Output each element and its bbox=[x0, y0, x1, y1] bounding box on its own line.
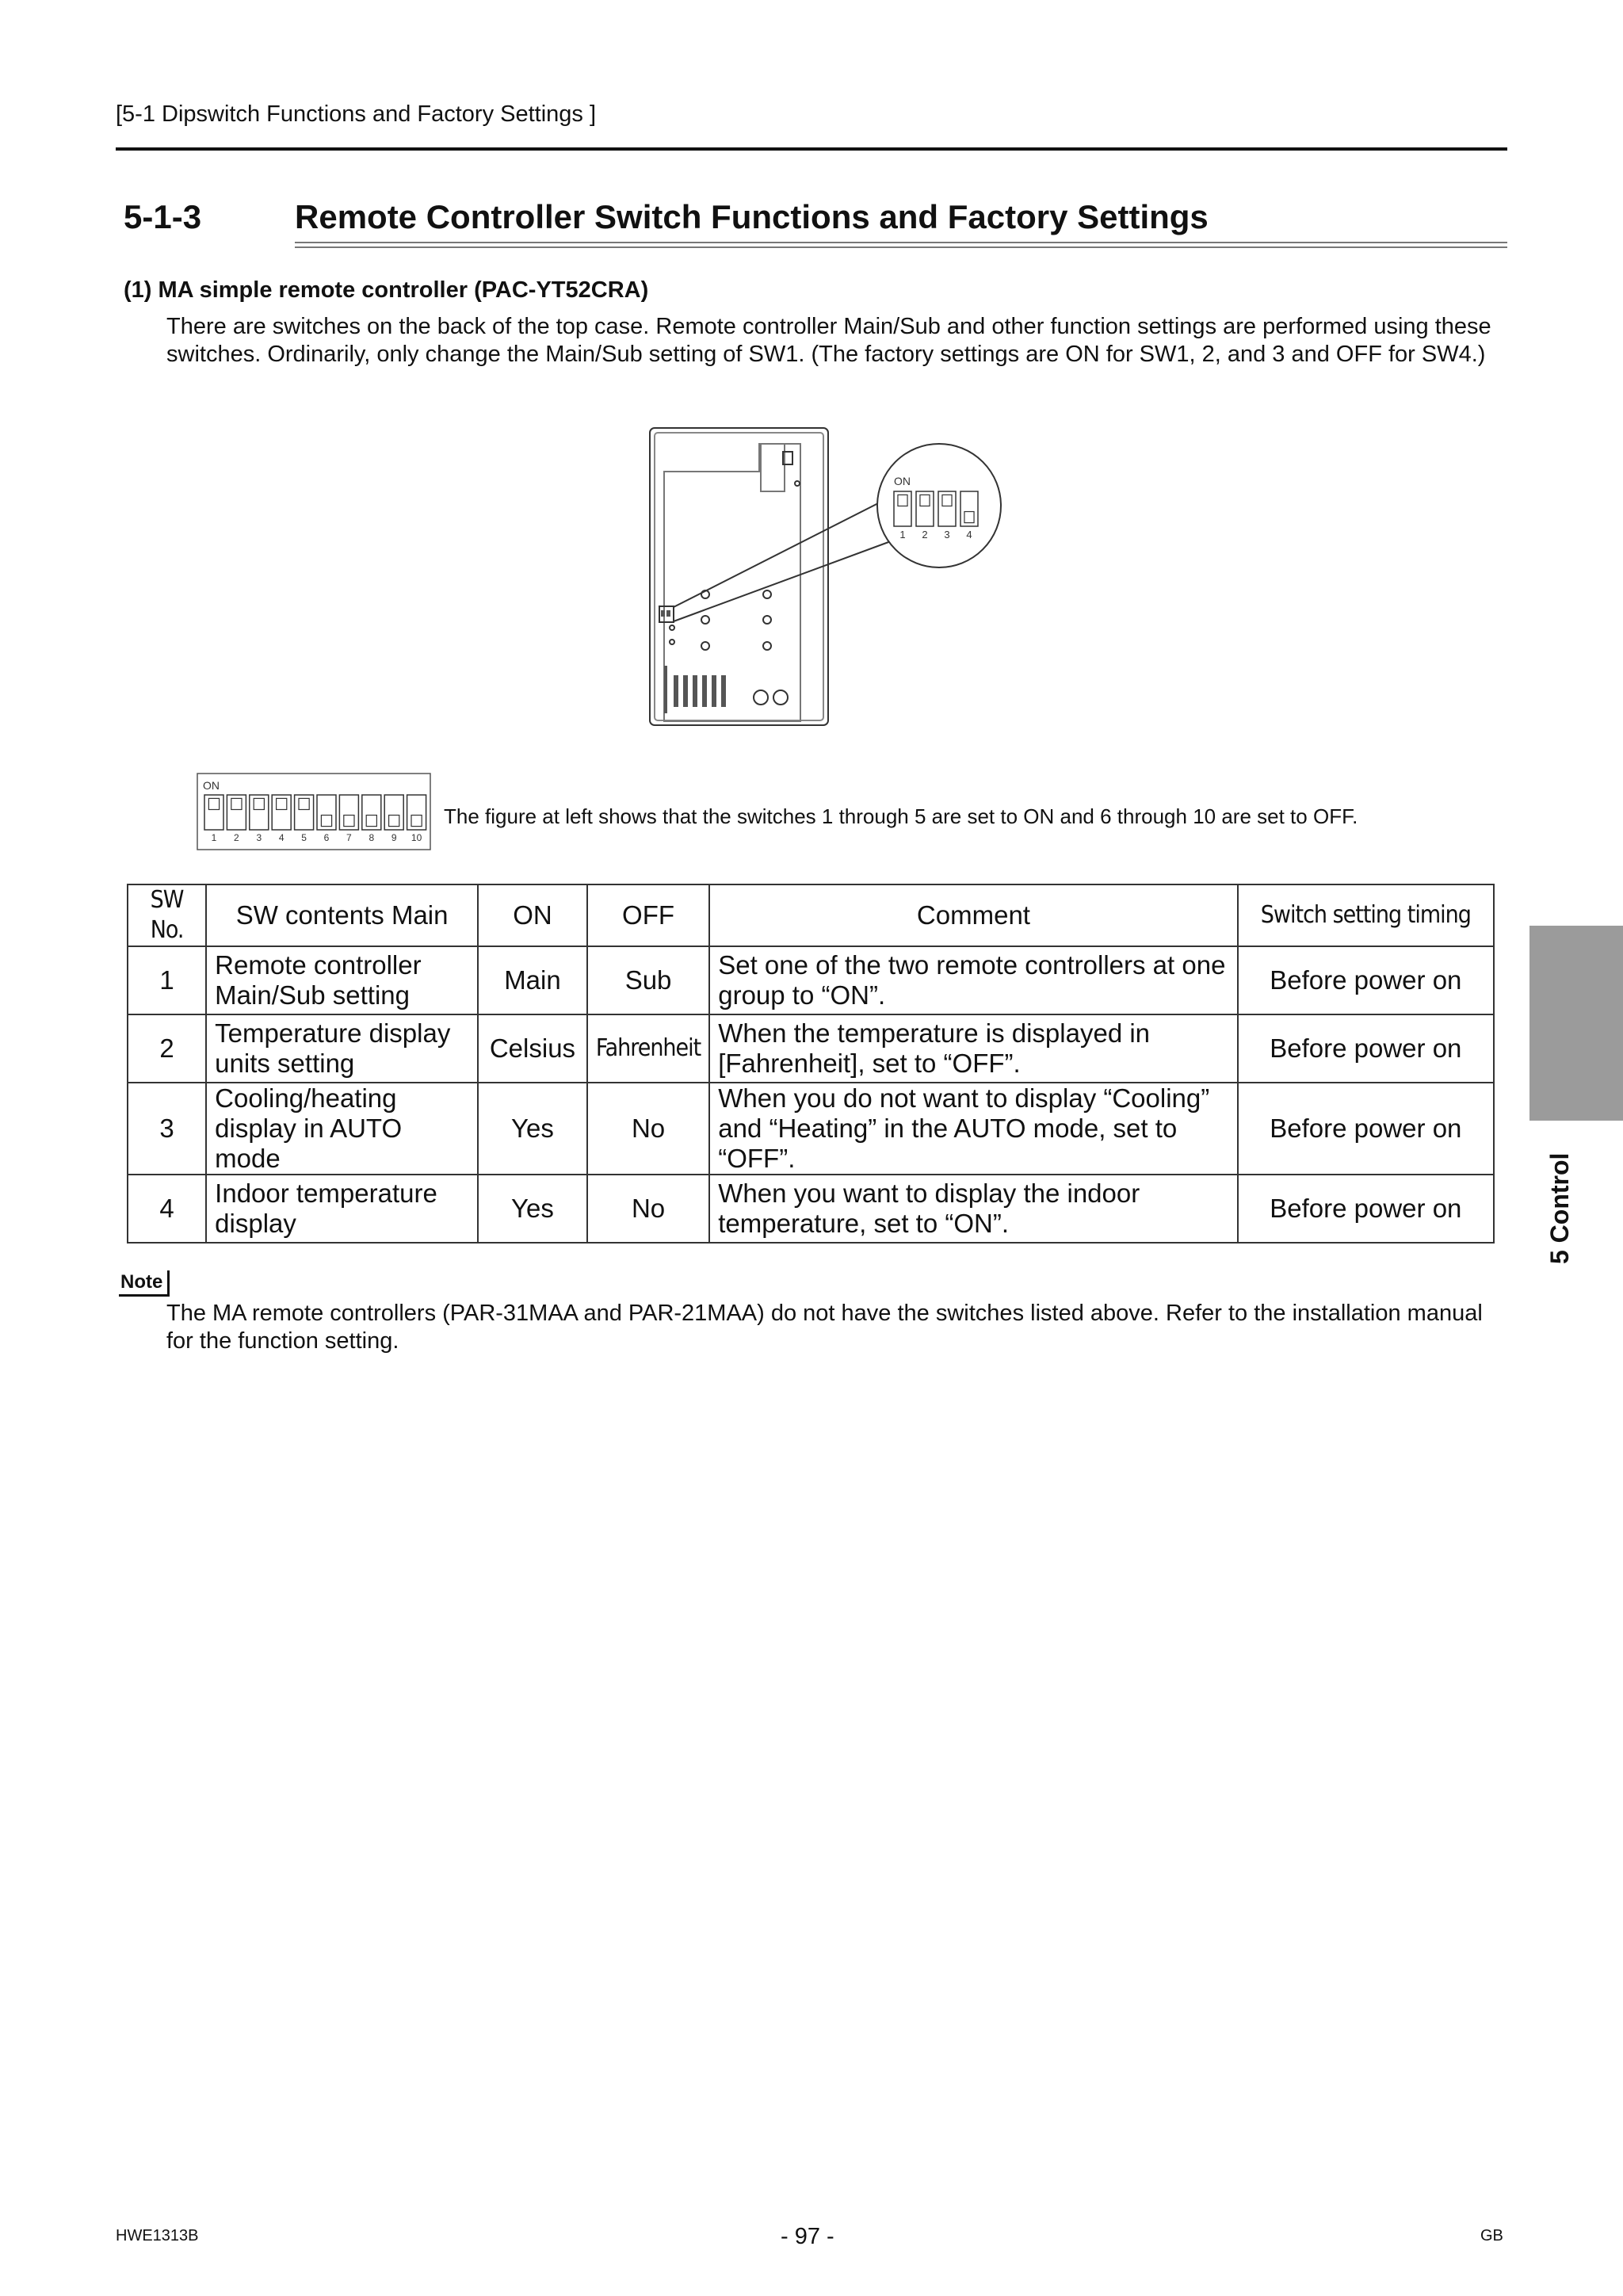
remote-controller-back-illustration bbox=[642, 420, 1006, 737]
dip-switch-knob-on bbox=[277, 798, 287, 809]
header-comment: Comment bbox=[709, 884, 1237, 946]
cell-sw-no: 1 bbox=[128, 946, 206, 1014]
cell-comment: Set one of the two remote controllers at one group to “ON”. bbox=[709, 946, 1237, 1014]
section-number: 5-1-3 bbox=[124, 198, 202, 235]
dip-switch-number: 5 bbox=[301, 832, 307, 843]
dip-switch-number: 4 bbox=[966, 529, 972, 541]
cell-off: No bbox=[587, 1083, 709, 1175]
cell-off: Sub bbox=[587, 946, 709, 1014]
cell-on: Yes bbox=[478, 1175, 587, 1243]
cell-contents: Cooling/heating display in AUTO mode bbox=[206, 1083, 478, 1175]
header-sw-no: SW No. bbox=[128, 884, 206, 946]
title-underline bbox=[295, 242, 1507, 243]
cell-contents: Temperature display units setting bbox=[206, 1014, 478, 1083]
dip-switch-knob-off bbox=[344, 816, 354, 827]
section-title: Remote Controller Switch Functions and Factory Settings bbox=[295, 198, 1209, 235]
dip-switch-illustration bbox=[197, 773, 434, 852]
cell-sw-no: 3 bbox=[128, 1083, 206, 1175]
dip-switch-number: 3 bbox=[944, 529, 950, 541]
footer-page-number: - 97 - bbox=[781, 2224, 834, 2249]
cell-comment: When the temperature is displayed in [Fahrenheit], set to “OFF”. bbox=[709, 1014, 1237, 1083]
cell-on: Main bbox=[478, 946, 587, 1014]
cell-contents: Indoor temperature display bbox=[206, 1175, 478, 1243]
title-underline-second bbox=[295, 246, 1507, 248]
dip-switch-number: 9 bbox=[391, 832, 397, 843]
table-header-row bbox=[128, 884, 1494, 946]
dip-switch-number: 7 bbox=[346, 832, 352, 843]
dip-switch-knob-off bbox=[321, 816, 331, 827]
dip-switch-knob-on bbox=[920, 495, 930, 506]
footer-doc-code: HWE1313B bbox=[116, 2227, 199, 2244]
dip-switch-number: 3 bbox=[256, 832, 262, 843]
dip-switch-knob-on bbox=[208, 798, 219, 809]
running-header: [5-1 Dipswitch Functions and Factory Settings ] bbox=[116, 101, 597, 127]
dip-switch-number: 1 bbox=[899, 529, 906, 541]
dip-switch-knob-on bbox=[942, 495, 952, 506]
table-row bbox=[128, 946, 1494, 1014]
dip-switch-knob-off bbox=[366, 816, 376, 827]
header-divider bbox=[116, 147, 1507, 151]
cell-timing: Before power on bbox=[1238, 1083, 1494, 1175]
dip-switch-knob-on bbox=[231, 798, 242, 809]
cell-sw-no: 2 bbox=[128, 1014, 206, 1083]
note-label: Note bbox=[119, 1270, 170, 1297]
chapter-side-label bbox=[1523, 1141, 1618, 1268]
dip-figure-caption: The figure at left shows that the switches 1 through 5 are set to ON and 6 through 10 are set to OFF. bbox=[444, 804, 1358, 828]
header-on: ON bbox=[478, 884, 587, 946]
intro-paragraph: There are switches on the back of the top case. Remote controller Main/Sub and other function settings are performed using these switches. Ordinarily, only change the Main/Sub setting of SW1. (The factory settings are ON for SW1, 2, and 3 and OFF for SW4.) bbox=[166, 314, 1491, 367]
cell-contents: Remote controller Main/Sub setting bbox=[206, 946, 478, 1014]
header-timing: Switch setting timing bbox=[1238, 884, 1494, 946]
footer-region: GB bbox=[1480, 2227, 1503, 2244]
chapter-side-tab bbox=[1529, 926, 1623, 1121]
cell-sw-no: 4 bbox=[128, 1175, 206, 1243]
dip-switch-number: 10 bbox=[411, 832, 422, 843]
cell-comment: When you want to display the indoor temperature, set to “ON”. bbox=[709, 1175, 1237, 1243]
dip-switch-knob-off bbox=[389, 816, 399, 827]
dip-on-label: ON bbox=[203, 779, 220, 792]
table-row bbox=[128, 1083, 1494, 1175]
cell-timing: Before power on bbox=[1238, 1014, 1494, 1083]
dip-switch-knob-on bbox=[898, 495, 907, 506]
dip-switch-number: 8 bbox=[369, 832, 375, 843]
dip-switch-knob-on bbox=[299, 798, 309, 809]
dip-switch-number: 4 bbox=[278, 832, 285, 843]
cell-off: Fahrenheit bbox=[587, 1014, 709, 1083]
cell-comment: When you do not want to display “Cooling” and “Heating” in the AUTO mode, set to “OFF”. bbox=[709, 1083, 1237, 1175]
chapter-side-label-text: 5 Control bbox=[1545, 1152, 1574, 1264]
dip-switch-knob-off bbox=[411, 816, 422, 827]
dip-switch-number: 2 bbox=[234, 832, 239, 843]
dip-switch-number: 1 bbox=[211, 832, 217, 843]
controller-on-label: ON bbox=[894, 475, 911, 487]
dip-switch-knob-on bbox=[254, 798, 264, 809]
header-off: OFF bbox=[587, 884, 709, 946]
cell-timing: Before power on bbox=[1238, 1175, 1494, 1243]
dip-switch-number: 6 bbox=[323, 832, 330, 843]
note-text: The MA remote controllers (PAR-31MAA and PAR-21MAA) do not have the switches listed above. Refer to the installation manual for the function setting. bbox=[166, 1301, 1483, 1354]
cell-on: Yes bbox=[478, 1083, 587, 1175]
cell-timing: Before power on bbox=[1238, 946, 1494, 1014]
header-sw-contents: SW contents Main bbox=[206, 884, 478, 946]
cell-on: Celsius bbox=[478, 1014, 587, 1083]
table-row bbox=[128, 1175, 1494, 1243]
cell-off: No bbox=[587, 1175, 709, 1243]
dip-switch-knob-off bbox=[964, 512, 974, 523]
dip-switch-number: 2 bbox=[922, 529, 928, 541]
table-row bbox=[128, 1014, 1494, 1083]
switch-settings-table bbox=[127, 884, 1495, 1244]
subsection-heading: (1) MA simple remote controller (PAC-YT52CRA) bbox=[124, 277, 649, 303]
